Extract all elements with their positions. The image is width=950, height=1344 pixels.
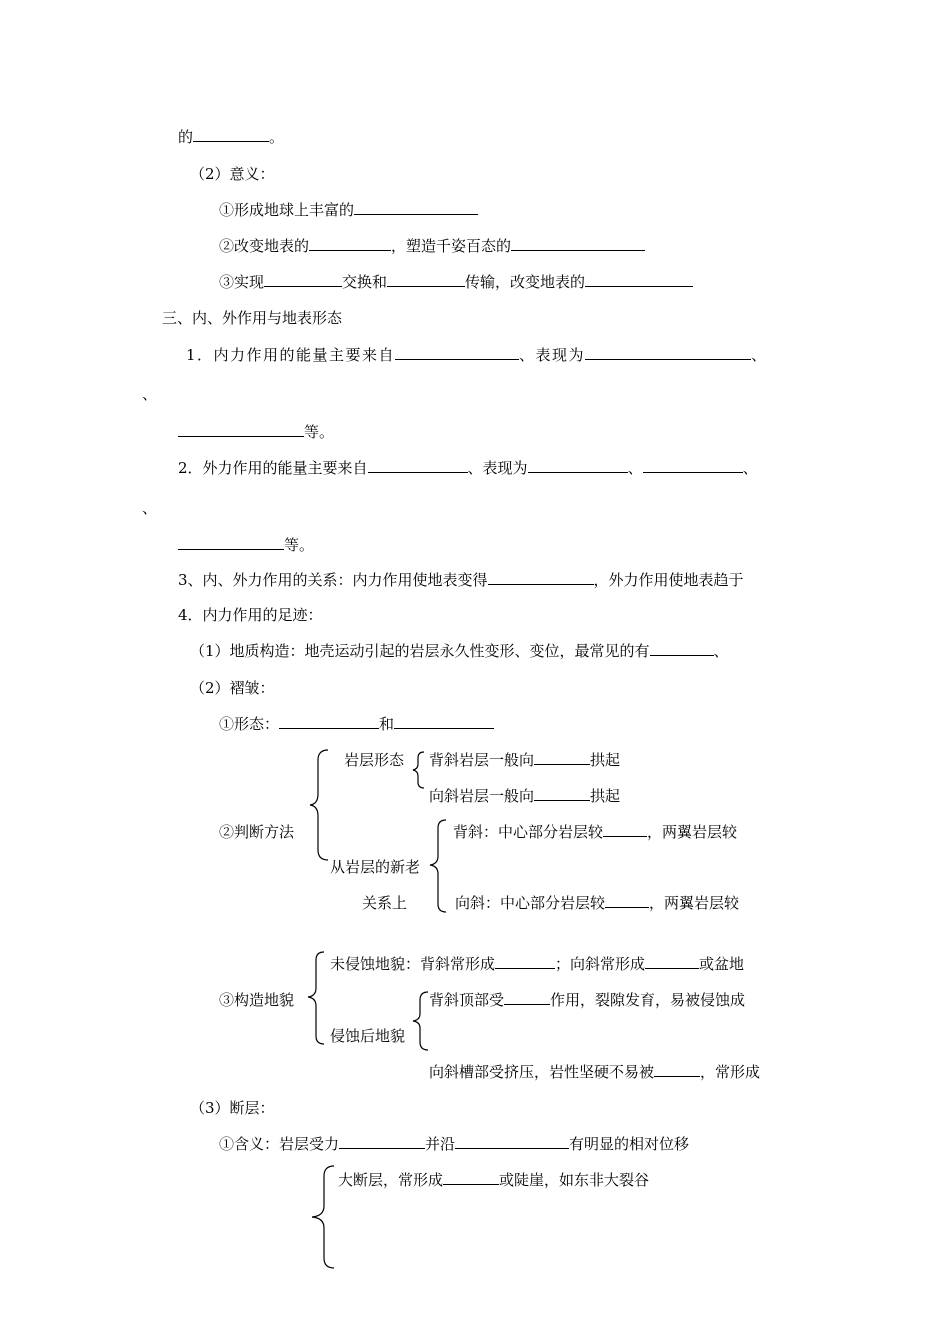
text: 或盆地 (699, 955, 745, 973)
text: 4．内力作用的足迹： (178, 606, 323, 624)
text: 2．外力作用的能量主要来自 (178, 459, 368, 477)
text: 、 (713, 642, 729, 660)
text: ②改变地表的 (219, 237, 310, 255)
blank-line[interactable] (178, 535, 284, 550)
blank-line[interactable] (279, 714, 379, 729)
text: 、表现为 (467, 459, 528, 477)
blank-line[interactable] (585, 272, 693, 287)
section-heading (190, 164, 275, 184)
text-line (178, 127, 284, 147)
text: ①形成地球上丰富的 (219, 201, 355, 219)
brace-icon (424, 818, 454, 914)
text: 向斜：中心部分岩层较 (455, 894, 606, 912)
blank-line[interactable] (178, 422, 304, 437)
blank-line[interactable] (528, 458, 628, 473)
blank-line[interactable] (511, 236, 645, 251)
blank-line[interactable] (645, 954, 699, 969)
text-line (142, 384, 157, 404)
text-line (330, 1026, 405, 1046)
text: 关系上 (362, 894, 408, 912)
text: 向斜岩层一般向 (429, 787, 535, 805)
blank-line[interactable] (488, 570, 594, 585)
text: 未侵蚀地貌：背斜常形成 (330, 955, 496, 973)
text: 、 (142, 499, 158, 517)
text: 等。 (284, 536, 315, 554)
blank-line[interactable] (339, 1134, 425, 1149)
text: 拱起 (590, 787, 621, 805)
text: 。 (269, 128, 285, 146)
text-line (344, 750, 404, 770)
text-line (429, 786, 620, 806)
text-line (219, 1134, 689, 1154)
text: （2）褶皱： (190, 679, 275, 697)
text: 侵蚀后地貌 (330, 1027, 406, 1045)
text: 、 (742, 459, 758, 477)
text: ③实现 (219, 273, 265, 291)
blank-line[interactable] (368, 458, 468, 473)
blank-line[interactable] (395, 345, 519, 360)
text-line (453, 822, 737, 842)
text: 、 (751, 346, 768, 364)
blank-line[interactable] (585, 345, 751, 360)
text: 背斜顶部受 (429, 991, 505, 1009)
text-line (219, 714, 494, 734)
text-line (178, 458, 758, 478)
section-heading (190, 1098, 275, 1118)
text-line (178, 535, 314, 555)
text: 大断层，常形成 (338, 1171, 444, 1189)
blank-line[interactable] (534, 786, 590, 801)
brace-icon (306, 748, 336, 862)
text: ，常形成 (700, 1063, 761, 1081)
text: ③构造地貌 (219, 991, 295, 1009)
text: （2）意义： (190, 165, 275, 183)
text: 并沿 (425, 1135, 456, 1153)
blank-line[interactable] (455, 1134, 569, 1149)
text: 传输，改变地表的 (465, 273, 586, 291)
blank-line[interactable] (495, 954, 555, 969)
text-line (219, 822, 294, 842)
text: ②判断方法 (219, 823, 295, 841)
blank-line[interactable] (534, 750, 590, 765)
text: 有明显的相对位移 (569, 1135, 690, 1153)
blank-line[interactable] (387, 272, 465, 287)
brace-icon (306, 1164, 338, 1270)
text: 、 (627, 459, 643, 477)
text-line (362, 893, 407, 913)
brace-icon (408, 750, 428, 790)
text: 等。 (304, 423, 335, 441)
text: 向斜槽部受挤压，岩性坚硬不易被 (429, 1063, 655, 1081)
text: ①形态： (219, 715, 280, 733)
section-heading (178, 605, 323, 625)
text: 背斜：中心部分岩层较 (453, 823, 604, 841)
blank-line[interactable] (650, 641, 714, 656)
blank-line[interactable] (264, 272, 342, 287)
text: 、表现为 (519, 346, 586, 364)
text: ，塑造千姿百态的 (391, 237, 512, 255)
text-line (429, 990, 745, 1010)
brace-icon (304, 950, 330, 1046)
blank-line[interactable] (504, 990, 550, 1005)
text: 交换和 (342, 273, 388, 291)
blank-line[interactable] (354, 200, 478, 215)
text: 作用，裂隙发育，易被侵蚀成 (550, 991, 746, 1009)
blank-line[interactable] (394, 714, 494, 729)
text: 的 (178, 128, 194, 146)
text: 或陡崖，如东非大裂谷 (499, 1171, 650, 1189)
blank-line[interactable] (654, 1062, 700, 1077)
text-line (190, 641, 729, 661)
text: 和 (379, 715, 395, 733)
text: 背斜岩层一般向 (429, 751, 535, 769)
text-line (178, 422, 334, 442)
text: 1．内力作用的能量主要来自 (186, 346, 396, 364)
text-line (429, 750, 620, 770)
text: ；向斜常形成 (555, 955, 646, 973)
blank-line[interactable] (309, 236, 391, 251)
blank-line[interactable] (443, 1170, 499, 1185)
blank-line[interactable] (603, 822, 647, 837)
text: 拱起 (590, 751, 621, 769)
blank-line[interactable] (193, 127, 269, 142)
text-line (186, 345, 768, 365)
text-line (429, 1062, 760, 1082)
text-line (219, 990, 294, 1010)
text-line (178, 570, 744, 590)
text-line (219, 200, 478, 220)
text-line (219, 236, 645, 256)
blank-line[interactable] (605, 893, 649, 908)
text-line (142, 498, 157, 518)
text: ，两翼岩层较 (649, 894, 740, 912)
text: 3、内、外力作用的关系：内力作用使地表变得 (178, 571, 488, 589)
text-line (330, 954, 744, 974)
text: 、 (142, 385, 158, 403)
text-line (219, 272, 693, 292)
blank-line[interactable] (643, 458, 743, 473)
text: ，外力作用使地表趋于 (593, 571, 744, 589)
text: 岩层形态 (344, 751, 405, 769)
text-line (455, 893, 739, 913)
text: 从岩层的新老 (330, 858, 421, 876)
text-line (338, 1170, 649, 1190)
text: 三、内、外作用与地表形态 (162, 309, 343, 327)
text: （3）断层： (190, 1099, 275, 1117)
text: ，两翼岩层较 (647, 823, 738, 841)
section-heading (162, 308, 342, 328)
text: （1）地质构造：地壳运动引起的岩层永久性变形、变位，最常见的有 (190, 642, 650, 660)
text: ①含义：岩层受力 (219, 1135, 340, 1153)
text-line (330, 857, 420, 877)
section-heading (190, 678, 275, 698)
